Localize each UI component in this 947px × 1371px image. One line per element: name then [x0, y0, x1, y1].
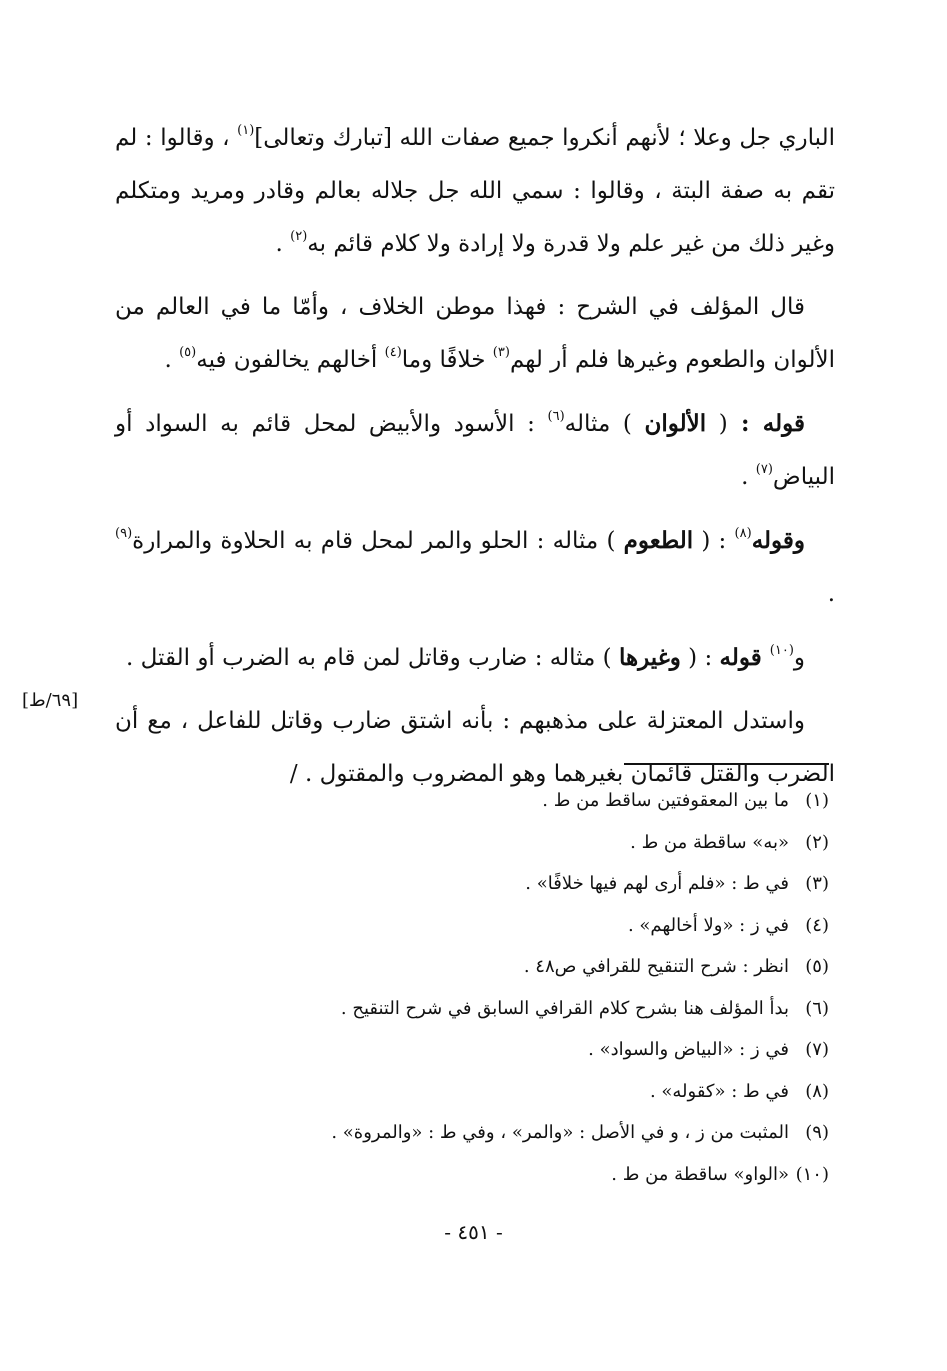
footnote-marker: (٥)	[179, 345, 197, 361]
footnote-marker: (٧)	[755, 462, 773, 478]
footnote-number: (١)	[805, 790, 829, 811]
paragraph	[115, 631, 835, 685]
footnote-text: ما بين المعقوفتين ساقط من ط .	[542, 790, 789, 811]
paragraph	[115, 514, 835, 621]
text-segment: خلافًا وما	[401, 347, 493, 373]
text-segment: أخالهم يخالفون فيه	[196, 347, 385, 373]
footnote-item	[109, 863, 829, 905]
footnote-text: في ط : «كقوله» .	[649, 1080, 789, 1102]
text-segment: (	[706, 411, 728, 437]
footnote-item	[109, 1112, 829, 1154]
footnote-item	[109, 946, 829, 988]
footnote-item	[109, 780, 829, 822]
page-number: - ٤٥١ -	[444, 1220, 503, 1244]
footnote-number: (١٠)	[795, 1163, 829, 1185]
footnote-number: (٨)	[805, 1080, 829, 1102]
text-segment: الباري جل وعلا ؛ لأنهم أنكروا جميع صفات الله [تبارك وتعالى]	[254, 125, 835, 151]
footnote-text: في ز : «البياض والسواد» .	[588, 1039, 789, 1060]
bold-term: قوله	[719, 644, 770, 671]
bold-term: وقوله	[751, 527, 806, 554]
text-segment: .	[741, 464, 756, 490]
footnote-text: في ط : «فلم أرى لهم فيها خلافًا» .	[525, 873, 789, 894]
footnote-marker: (٢)	[290, 229, 308, 245]
paragraph	[115, 281, 835, 387]
footnote-item	[109, 1154, 829, 1196]
footnote-marker: (٦)	[547, 409, 565, 425]
margin-manuscript-reference: [٦٩/ط]	[22, 690, 79, 711]
footnote-item	[109, 988, 829, 1030]
text-segment: ) مثاله	[564, 411, 645, 437]
footnotes-list	[109, 780, 829, 1195]
paragraph	[115, 112, 835, 271]
footnote-text: بدأ المؤلف هنا بشرح كلام القرافي السابق في شرح التنقيح .	[340, 997, 789, 1019]
text-segment: : (	[680, 645, 720, 671]
bold-term: الألوان	[644, 410, 707, 437]
footnote-number: (٢)	[805, 831, 829, 853]
bold-term: الطعوم	[623, 527, 694, 554]
main-text-body	[115, 112, 835, 811]
text-segment: : (	[693, 528, 735, 554]
text-segment: ) مثاله : الحلو والمر لمحل قام به الحلاوة والمرارة	[132, 528, 624, 554]
footnote-marker: (١٠)	[769, 643, 794, 659]
footnote-number: (٩)	[805, 1122, 829, 1143]
text-segment: ) مثاله : ضارب وقاتل لمن قام به الضرب أو القتل .	[126, 645, 619, 671]
footnote-number: (٥)	[805, 956, 829, 977]
footnote-item	[109, 905, 829, 947]
footnote-marker: (٩)	[115, 526, 133, 542]
footnote-text: «الواو» ساقطة من ط .	[611, 1163, 789, 1185]
paragraph	[115, 397, 835, 504]
footnote-marker: (٤)	[384, 345, 402, 361]
footnote-text: المثبت من ز ، و في الأصل : «والمر» ، وفي ط : «والمروة» .	[331, 1122, 789, 1143]
footnote-marker: (١)	[237, 123, 255, 139]
text-segment: و	[793, 645, 805, 671]
footnote-marker: (٣)	[492, 345, 510, 361]
bold-term: قوله :	[727, 410, 805, 437]
footnote-item	[109, 1029, 829, 1071]
text-segment: واستدل المعتزلة على مذهبهم : بأنه اشتق ضارب وقاتل للفاعل ، مع أن الضرب والقتل قائمان بغيرهما وهو المضروب والمقتول . /	[115, 708, 835, 787]
text-segment: .	[164, 347, 180, 373]
footnote-number: (٦)	[805, 997, 829, 1019]
text-segment: ، وقالوا : لم تقم به صفة البتة ، وقالوا : سمي الله جل جلاله بعالم وقادر ومريد ومتكلم وغير ذلك من غير علم ولا قدرة ولا إرادة ولا كلام قائم به	[115, 125, 835, 257]
text-segment: .	[827, 581, 835, 607]
footnote-marker: (٨)	[734, 526, 752, 542]
text-segment: .	[275, 231, 291, 257]
footnote-text: «به» ساقطة من ط .	[630, 831, 789, 853]
footnote-item	[109, 822, 829, 864]
footnote-text: في ز : «ولا أخالهم» .	[627, 914, 789, 936]
footnote-separator	[624, 763, 829, 765]
footnote-number: (٤)	[805, 914, 829, 936]
footnote-number: (٣)	[805, 873, 829, 894]
footnote-item	[109, 1071, 829, 1113]
footnote-number: (٧)	[805, 1039, 829, 1060]
text-segment: قال المؤلف في الشرح : فهذا موطن الخلاف ، وأمّا ما في العالم من الألوان والطعوم وغيرها فلم أر لهم	[115, 294, 835, 373]
text-segment: : الأسود والأبيض لمحل قائم به السواد أو البياض	[115, 411, 835, 490]
footnote-text: انظر : شرح التنقيح للقرافي ص٤٨ .	[523, 956, 789, 977]
bold-term: وغيرها	[618, 644, 681, 671]
